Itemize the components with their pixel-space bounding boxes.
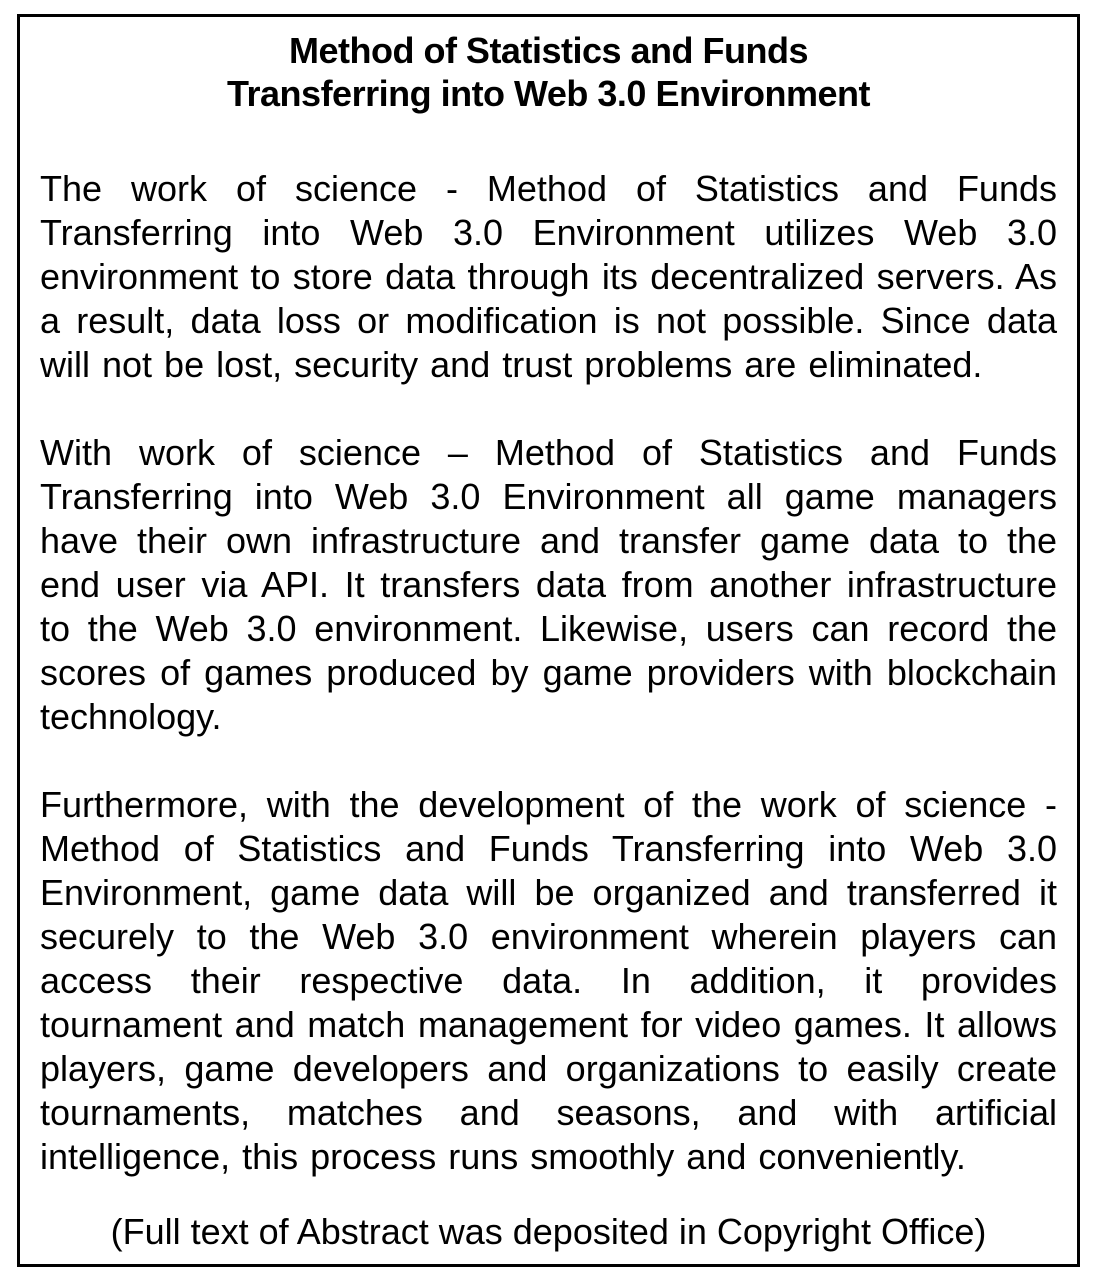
abstract-body: [40, 167, 1057, 1179]
abstract-paragraph-3: Furthermore, with the development of the work of science - Method of Statistics and Funds Transferring into Web 3.0 Environment, game data will be organized and transferred it securely to the Web 3.0 environment wherein players can access their respective data. In addition, it provides tournament and match management for video games. It allows players, game developers and organizations to easily create tournaments, matches and seasons, and with artificial intelligence, this process runs smoothly and conveniently.: [40, 784, 1057, 1177]
abstract-title-line1: Method of Statistics and Funds: [288, 30, 808, 71]
abstract-border-box: [17, 14, 1080, 1267]
abstract-paragraph-1: The work of science - Method of Statistics and Funds Transferring into Web 3.0 Environment utilizes Web 3.0 environment to store data through its decentralized servers. As a result, data loss or modification is not possible. Since data will not be lost, security and trust problems are eliminated.: [40, 168, 1057, 385]
abstract-title-line2: Transferring into Web 3.0 Environment: [227, 73, 870, 114]
abstract-title: [40, 29, 1057, 115]
abstract-paragraph-2: With work of science – Method of Statistics and Funds Transferring into Web 3.0 Environment all game managers have their own infrastructure and transfer game data to the end user via API. It transfers data from another infrastructure to the Web 3.0 environment. Likewise, users can record the scores of games produced by game providers with blockchain technology.: [40, 432, 1057, 737]
abstract-footer-note: (Full text of Abstract was deposited in Copyright Office): [110, 1211, 987, 1252]
